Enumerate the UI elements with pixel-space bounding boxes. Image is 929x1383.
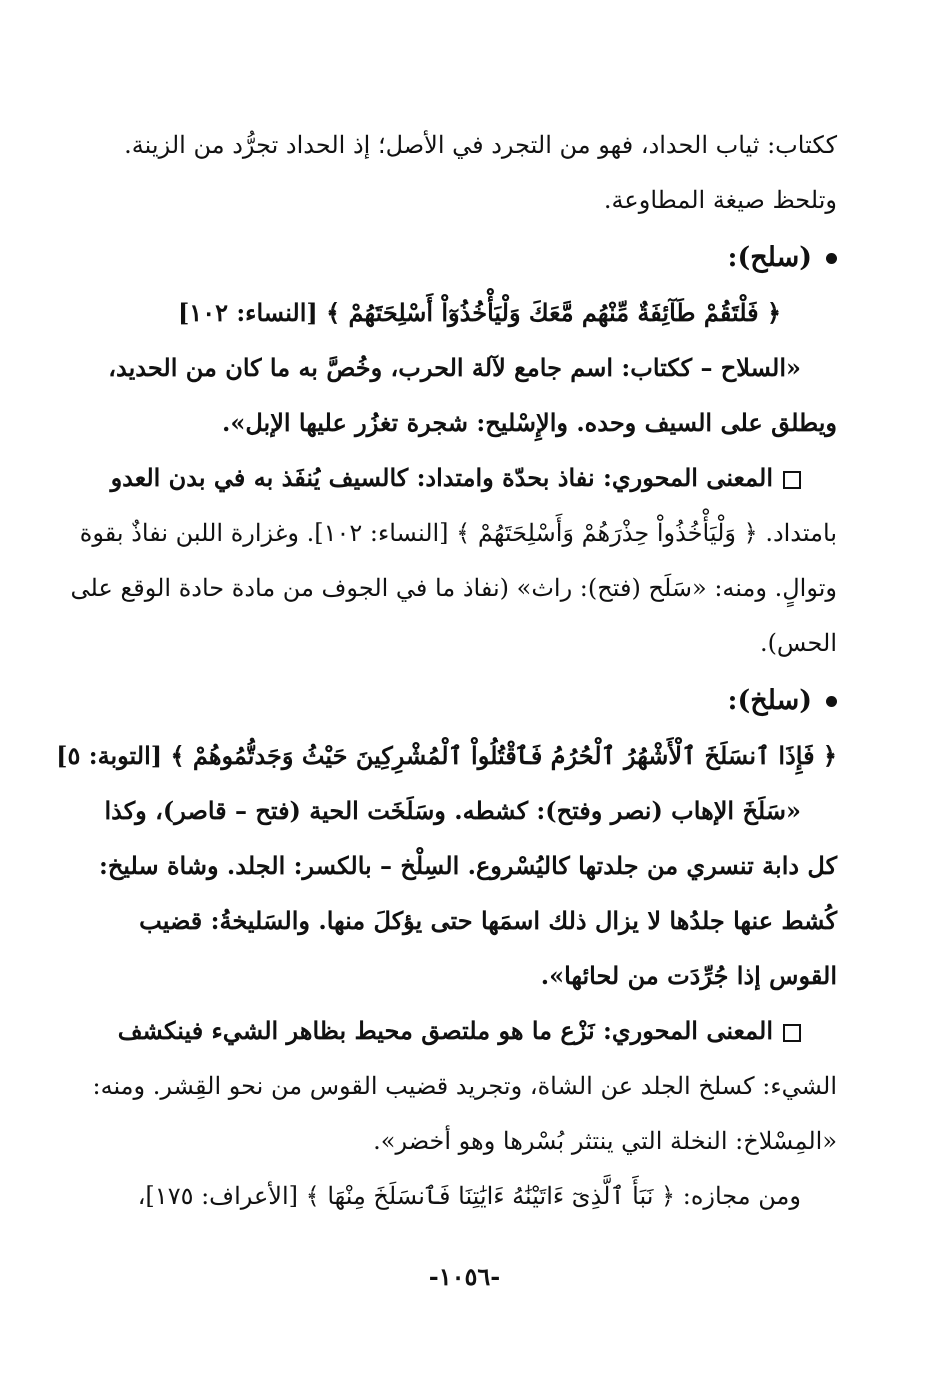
entry-heading-label: (سلح):	[727, 242, 812, 273]
core-meaning-line	[117, 1003, 837, 1059]
entry-heading-salakha	[122, 673, 837, 728]
checkbox-square-icon	[783, 471, 801, 489]
text-line: كُشط عنها جلدُها لا يزال ذلك اسمَها حتى يؤكلَ منها. والسَليخةُ: قضيب	[139, 906, 837, 935]
text-line: ومن مجازه: ﴿ نَبَأَ ٱلَّذِىٓ ءَاتَيْنَٰهُ ءَايَٰتِنَا فَٱنسَلَخَ مِنْهَا ﴾ [الأعراف: ١٧٥]،	[137, 1182, 801, 1210]
text-line: ككتاب: ثياب الحداد، فهو من التجرد في الأصل؛ إذ الحداد تجرُّد من الزينة.	[124, 131, 837, 159]
core-meaning-text: المعنى المحوري: نَزْع ما هو ملتصق محيط بظاهر الشيء فينكشف	[117, 1016, 773, 1045]
quran-verse: ﴿ فَلْتَقُمْ طَآئِفَةٌ مِّنْهُم مَّعَكَ وَلْيَأْخُذُوٓاْ أَسْلِحَتَهُمْ ﴾ [النساء: ١٠٢]	[177, 298, 782, 327]
text-line: الحس).	[759, 629, 837, 657]
core-meaning-text: المعنى المحوري: نفاذ بحدّة وامتداد: كالسيف يُنفَذ به في بدن العدو	[110, 463, 773, 492]
text-line: ويطلق على السيف وحده. والإِسْليح: شجرة تغزُر عليها الإبل».	[221, 408, 837, 437]
text-line: «المِسْلاخ: النخلة التي ينتثر بُسْرها وهو أخضر».	[373, 1127, 837, 1155]
text-line: كل دابة تنسري من جلدتها كاليُسْروع. السِلْخ – بالكسر: الجلد. وشاة سليخ:	[98, 851, 837, 880]
text-line: الشيء: كسلخ الجلد عن الشاة، وتجريد قضيب القوس من نحو القِشر. ومنه:	[92, 1072, 837, 1100]
entry-heading-label: (سلخ):	[727, 685, 812, 716]
bullet-icon	[826, 696, 837, 707]
text-line: وتلحظ صيغة المطاوعة.	[603, 186, 837, 214]
core-meaning-line	[110, 450, 837, 506]
bullet-icon	[826, 253, 837, 264]
quran-verse: ﴿ فَإِذَا ٱنسَلَخَ ٱلْأَشْهُرُ ٱلْحُرُمُ فَٱقْتُلُواْ ٱلْمُشْرِكِينَ حَيْثُ وَجَدتُّمُوهُمْ ﴾ [التوبة: ٥]	[56, 741, 837, 770]
text-line: وتوالٍ. ومنه: «سَلَح (فتح): راث» (نفاذ ما في الجوف من مادة حادة الوقع على	[70, 574, 837, 602]
entry-heading-salaha	[122, 230, 837, 285]
page-number: -١٠٥٦-	[428, 1262, 501, 1291]
text-line: «السلاح – ككتاب: اسم جامع لآلة الحرب، وخُصَّ به ما كان من الحديد،	[108, 353, 801, 382]
page-body	[56, 118, 837, 1224]
text-line: القوس إذا جُرِّدَت من لحائها».	[540, 961, 837, 990]
text-line: بامتداد. ﴿ وَلْيَأْخُذُواْ حِذْرَهُمْ وَأَسْلِحَتَهُمْ ﴾ [النساء: ١٠٢]. وغزارة اللبن نفاذٌ بقوة	[79, 519, 837, 547]
text-line: «سَلَخَ الإهاب (نصر وفتح): كشطه. وسَلَخَت الحية (فتح – قاصر)، وكذا	[104, 796, 801, 825]
checkbox-square-icon	[783, 1024, 801, 1042]
